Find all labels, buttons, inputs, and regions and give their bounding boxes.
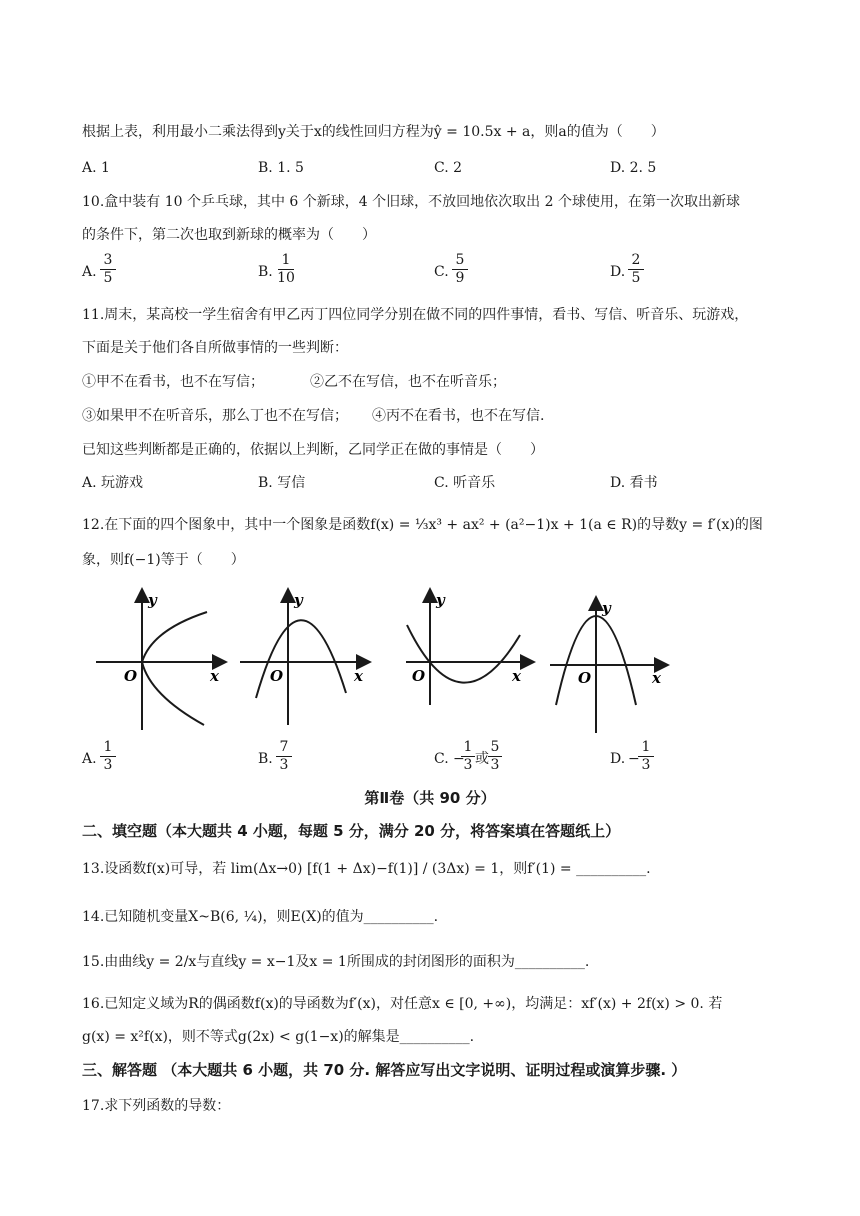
x-label: x bbox=[512, 667, 521, 685]
part2-title: 第Ⅱ卷（共 90 分） bbox=[364, 789, 496, 807]
y-label: y bbox=[436, 591, 445, 609]
origin-label: O bbox=[578, 669, 592, 687]
q10-line2: 的条件下，第二次也取到新球的概率为（ ） bbox=[82, 227, 376, 243]
q12-option-a-label: A. bbox=[82, 751, 97, 767]
q11-line5: 已知这些判断都是正确的，依据以上判断，乙同学正在做的事情是（ ） bbox=[82, 442, 544, 458]
q12-option-b-label: B. bbox=[258, 751, 273, 767]
x-label: x bbox=[354, 667, 363, 685]
q14: 14.已知随机变量X~B(6, ¼)，则E(X)的值为__________. bbox=[82, 909, 439, 925]
q10-option-d-fraction: 2 5 bbox=[624, 252, 648, 287]
q9-stem: 根据上表，利用最小二乘法得到y关于x的线性回归方程为ŷ = 10.5x + a，则a的值为（ ） bbox=[82, 124, 665, 140]
q11-judgement-1: ①甲不在看书，也不在写信； bbox=[82, 374, 264, 390]
x-label: x bbox=[210, 667, 219, 685]
q12-option-c-fraction-1: 1 3 bbox=[459, 739, 477, 774]
y-label: y bbox=[148, 591, 157, 609]
curve bbox=[142, 612, 207, 725]
q12-line2: 象，则f(−1)等于（ ） bbox=[82, 552, 245, 568]
q17: 17.求下列函数的导数： bbox=[82, 1098, 231, 1114]
q12-graph-d bbox=[548, 595, 673, 735]
q9-option-c: C. 2 bbox=[434, 160, 463, 176]
curve bbox=[256, 620, 346, 698]
x-label: x bbox=[652, 669, 661, 687]
q12-option-c-label: C. bbox=[434, 751, 449, 767]
q11-option-d: D. 看书 bbox=[610, 475, 658, 491]
q13: 13.设函数f(x)可导，若 lim(Δx→0) [f(1 + Δx)−f(1)] / (3Δx) = 1，则f′(1) = __________. bbox=[82, 861, 651, 877]
q12-graph-a bbox=[92, 585, 232, 730]
q12-option-d-fraction: 1 3 bbox=[634, 739, 658, 774]
q10-line1: 10.盒中装有 10 个乒乓球，其中 6 个新球，4 个旧球，不放回地依次取出 2 个球使用，在第一次取出新球 bbox=[82, 194, 740, 210]
q10-option-a-fraction: 3 5 bbox=[96, 252, 120, 287]
origin-label: O bbox=[412, 667, 426, 685]
q16-line2: g(x) = x²f(x)，则不等式g(2x) < g(1−x)的解集是__________. bbox=[82, 1029, 475, 1045]
section3-title: 三、解答题 （本大题共 6 小题，共 70 分. 解答应写出文字说明、证明过程或演算步骤. ） bbox=[82, 1061, 687, 1079]
q12-option-c-minus: − bbox=[453, 751, 465, 767]
q11-judgement-4: ④丙不在看书，也不在写信. bbox=[372, 408, 545, 424]
q9-option-d: D. 2. 5 bbox=[610, 160, 657, 176]
q12-line1: 12.在下面的四个图象中，其中一个图象是函数f(x) = ⅓x³ + ax² + (a²−1)x + 1(a ∈ R)的导数y = f′(x)的图 bbox=[82, 517, 763, 533]
q15: 15.由曲线y = 2/x与直线y = x−1及x = 1所围成的封闭图形的面积为__________. bbox=[82, 954, 590, 970]
q12-graph-b bbox=[238, 585, 378, 730]
q11-line1: 11.周末，某高校一学生宿舍有甲乙丙丁四位同学分别在做不同的四件事情，看书、写信、听音乐、玩游戏， bbox=[82, 307, 749, 323]
q11-judgement-2: ②乙不在写信，也不在听音乐； bbox=[310, 374, 506, 390]
q11-option-c: C. 听音乐 bbox=[434, 475, 496, 491]
q11-option-b: B. 写信 bbox=[258, 475, 306, 491]
origin-label: O bbox=[124, 667, 138, 685]
q11-line2: 下面是关于他们各自所做事情的一些判断： bbox=[82, 340, 348, 356]
q16-line1: 16.已知定义域为R的偶函数f(x)的导函数为f′(x)，对任意x ∈ [0, +∞)，均满足：xf′(x) + 2f(x) > 0. 若 bbox=[82, 996, 723, 1012]
q11-option-a: A. 玩游戏 bbox=[82, 475, 144, 491]
q12-option-d-label: D. bbox=[610, 751, 626, 767]
section2-title: 二、填空题（本大题共 4 小题，每题 5 分，满分 20 分，将答案填在答题纸上） bbox=[82, 822, 621, 840]
q10-option-b-label: B. bbox=[258, 264, 273, 280]
q12-option-c-fraction-2: 5 3 bbox=[486, 739, 504, 774]
q10-option-b-fraction: 1 10 bbox=[277, 252, 295, 286]
q10-option-c-fraction: 5 9 bbox=[448, 252, 472, 287]
q12-graph-c bbox=[402, 585, 542, 730]
q9-option-b: B. 1. 5 bbox=[258, 160, 304, 176]
q11-judgement-3: ③如果甲不在听音乐，那么丁也不在写信； bbox=[82, 408, 348, 424]
q10-option-a-label: A. bbox=[82, 264, 97, 280]
q12-option-b-fraction: 7 3 bbox=[272, 739, 296, 774]
q10-option-d-label: D. bbox=[610, 264, 626, 280]
q10-option-c-label: C. bbox=[434, 264, 449, 280]
origin-label: O bbox=[270, 667, 284, 685]
q9-option-a: A. 1 bbox=[82, 160, 110, 176]
y-label: y bbox=[294, 591, 303, 609]
q12-option-d-minus: − bbox=[628, 751, 640, 767]
q12-option-c-or: 或 bbox=[475, 751, 489, 767]
y-label: y bbox=[602, 599, 611, 617]
q12-option-a-fraction: 1 3 bbox=[96, 739, 120, 774]
